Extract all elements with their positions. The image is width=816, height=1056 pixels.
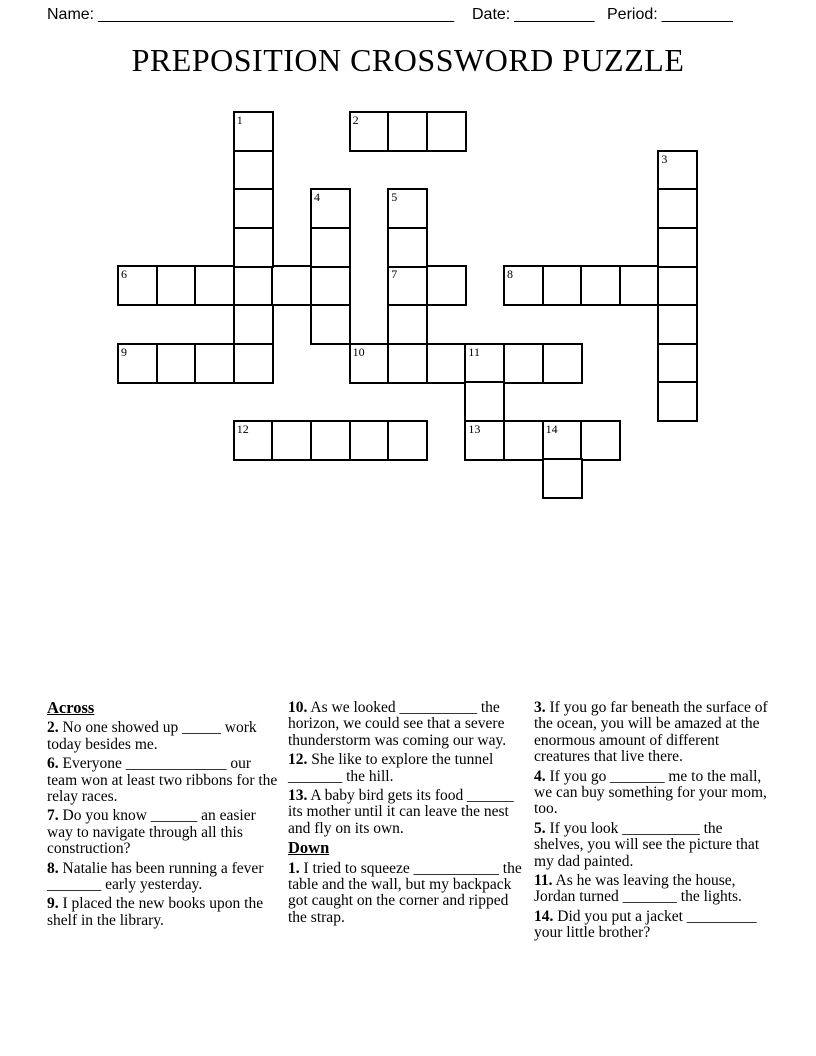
grid-cell-r3c7[interactable] bbox=[387, 227, 428, 268]
grid-cell-r4c14[interactable] bbox=[657, 265, 698, 306]
clue-number: 13. bbox=[288, 787, 308, 805]
grid-cell-r6c8[interactable] bbox=[426, 343, 467, 384]
date-field bbox=[472, 6, 594, 24]
grid-cell-r0c3[interactable] bbox=[233, 111, 274, 152]
grid-cell-r1c3[interactable] bbox=[233, 150, 274, 191]
grid-cell-r2c3[interactable] bbox=[233, 188, 274, 229]
clue-number: 14. bbox=[534, 907, 554, 925]
clue-14: 14. Did you put a jacket _________ your little brother? bbox=[534, 907, 757, 942]
grid-cell-r8c12[interactable] bbox=[580, 420, 621, 461]
clue-4: 4. If you go _______ me to the mall, we can buy something for your mom, too. bbox=[534, 767, 767, 818]
grid-cell-r6c6[interactable] bbox=[349, 343, 390, 384]
period-blank-line[interactable]: ________ bbox=[661, 6, 733, 23]
clue-number: 11. bbox=[534, 872, 553, 890]
clue-12: 12. She like to explore the tunnel _______ the hill. bbox=[288, 751, 494, 785]
clue-1: 1. I tried to squeeze ___________ the table and the wall, but my backpack got caught on the corner and ripped the strap. bbox=[288, 859, 522, 926]
grid-cell-r0c8[interactable] bbox=[426, 111, 467, 152]
clue-5: 5. If you look __________ the shelves, you will see the picture that my dad painted. bbox=[534, 819, 760, 870]
cell-number: 12 bbox=[236, 421, 249, 436]
grid-cell-r6c10[interactable] bbox=[503, 343, 544, 384]
page-title: PREPOSITION CROSSWORD PUZZLE bbox=[131, 42, 685, 78]
clue-number: 3. bbox=[534, 699, 546, 716]
cell-number: 5 bbox=[391, 190, 398, 205]
date-label: Date: bbox=[472, 6, 511, 23]
clue-number: 4. bbox=[534, 767, 546, 785]
clue-column-1 bbox=[47, 700, 283, 932]
grid-cell-r8c7[interactable] bbox=[387, 420, 428, 461]
clue-13: 13. A baby bird gets its food ______ its mother until it can leave the nest and fly on its own. bbox=[288, 787, 514, 837]
grid-cell-r6c0[interactable] bbox=[117, 343, 158, 384]
grid-cell-r1c14[interactable] bbox=[657, 150, 698, 191]
grid-cell-r2c14[interactable] bbox=[657, 188, 698, 229]
grid-cell-r3c5[interactable] bbox=[310, 227, 351, 268]
cell-number: 3 bbox=[661, 151, 668, 166]
clue-11: 11. As he was leaving the house, Jordan turned _______ the lights. bbox=[534, 872, 742, 906]
grid-cell-r4c1[interactable] bbox=[156, 265, 197, 306]
cell-number: 8 bbox=[507, 267, 513, 282]
cell-number: 9 bbox=[121, 344, 127, 359]
grid-cell-r8c5[interactable] bbox=[310, 420, 351, 461]
grid-cell-r4c5[interactable] bbox=[310, 265, 351, 306]
grid-cell-r4c8[interactable] bbox=[426, 265, 467, 306]
clue-number: 5. bbox=[534, 819, 546, 837]
clue-number: 12. bbox=[288, 751, 308, 769]
grid-cell-r8c4[interactable] bbox=[271, 420, 312, 461]
clue-number: 9. bbox=[47, 895, 59, 913]
name-label: Name: bbox=[47, 6, 95, 23]
cell-number: 14 bbox=[545, 421, 558, 436]
grid-cell-r6c3[interactable] bbox=[233, 343, 274, 384]
clue-10: 10. As we looked __________ the horizon, we could see that a severe thunderstorm was coming our way. bbox=[288, 699, 507, 749]
period-field bbox=[607, 6, 733, 24]
grid-cell-r2c7[interactable] bbox=[387, 188, 428, 229]
down-heading: Down bbox=[288, 838, 330, 858]
grid-cell-r4c7[interactable] bbox=[387, 265, 428, 306]
clue-9: 9. I placed the new books upon the shelf in the library. bbox=[47, 895, 264, 929]
grid-cell-r6c14[interactable] bbox=[657, 343, 698, 384]
clue-number: 7. bbox=[47, 807, 59, 825]
grid-cell-r2c5[interactable] bbox=[310, 188, 351, 229]
grid-cell-r7c9[interactable] bbox=[464, 381, 505, 422]
grid-cell-r4c0[interactable] bbox=[117, 265, 158, 306]
crossword-grid bbox=[117, 111, 699, 500]
grid-cell-r6c9[interactable] bbox=[464, 343, 505, 384]
clue-3: 3. If you go far beneath the surface of the ocean, you will be amazed at the enormous amount of different creatures that live there. bbox=[534, 699, 768, 766]
grid-cell-r4c11[interactable] bbox=[542, 265, 583, 306]
grid-cell-r6c2[interactable] bbox=[194, 343, 235, 384]
grid-cell-r5c3[interactable] bbox=[233, 304, 274, 345]
clue-number: 2. bbox=[47, 719, 59, 737]
cell-number: 6 bbox=[121, 267, 127, 282]
grid-cell-r6c7[interactable] bbox=[387, 343, 428, 384]
grid-cell-r3c3[interactable] bbox=[233, 227, 274, 268]
clue-column-3 bbox=[534, 700, 772, 945]
grid-cell-r6c1[interactable] bbox=[156, 343, 197, 384]
clue-number: 8. bbox=[47, 859, 59, 877]
cell-number: 11 bbox=[468, 344, 480, 359]
grid-cell-r8c6[interactable] bbox=[349, 420, 390, 461]
clue-number: 1. bbox=[288, 859, 300, 877]
grid-cell-r4c10[interactable] bbox=[503, 265, 544, 306]
clue-6: 6. Everyone _____________ our team won at least two ribbons for the relay races. bbox=[47, 755, 278, 806]
grid-cell-r4c4[interactable] bbox=[271, 265, 312, 306]
grid-cell-r8c11[interactable] bbox=[542, 420, 583, 461]
clue-column-2 bbox=[288, 700, 526, 929]
worksheet-header bbox=[0, 6, 816, 30]
grid-cell-r3c14[interactable] bbox=[657, 227, 698, 268]
date-blank-line[interactable]: _________ bbox=[514, 6, 595, 23]
grid-cell-r4c2[interactable] bbox=[194, 265, 235, 306]
grid-cell-r5c14[interactable] bbox=[657, 304, 698, 345]
cell-number: 1 bbox=[236, 113, 243, 127]
clue-2: 2. No one showed up _____ work today besides me. bbox=[47, 719, 257, 753]
clue-7: 7. Do you know ______ an easier way to navigate through all this construction? bbox=[47, 807, 256, 858]
grid-cell-r5c5[interactable] bbox=[310, 304, 351, 345]
name-field bbox=[47, 6, 454, 24]
grid-cell-r4c12[interactable] bbox=[580, 265, 621, 306]
cell-number: 13 bbox=[468, 421, 481, 436]
clue-8: 8. Natalie has been running a fever _______ early yesterday. bbox=[47, 859, 264, 894]
cell-number: 7 bbox=[391, 267, 398, 282]
clue-number: 10. bbox=[288, 699, 308, 716]
grid-cell-r4c3[interactable] bbox=[233, 265, 274, 306]
grid-cell-r7c14[interactable] bbox=[657, 381, 698, 422]
across-heading: Across bbox=[47, 698, 95, 717]
grid-cell-r8c3[interactable] bbox=[233, 420, 274, 461]
grid-cell-r5c7[interactable] bbox=[387, 304, 428, 345]
cell-number: 2 bbox=[352, 113, 359, 127]
grid-cell-r4c13[interactable] bbox=[619, 265, 660, 306]
grid-cell-r6c11[interactable] bbox=[542, 343, 583, 384]
grid-cell-r0c6[interactable] bbox=[349, 111, 390, 152]
period-label: Period: bbox=[607, 6, 658, 23]
name-blank-line[interactable]: ________________________________________ bbox=[98, 6, 455, 23]
grid-cell-r8c9[interactable] bbox=[464, 420, 505, 461]
clue-number: 6. bbox=[47, 755, 59, 773]
grid-cell-r9c11[interactable] bbox=[542, 458, 583, 499]
grid-cell-r8c10[interactable] bbox=[503, 420, 544, 461]
cell-number: 10 bbox=[352, 344, 365, 359]
grid-cell-r0c7[interactable] bbox=[387, 111, 428, 152]
cell-number: 4 bbox=[314, 190, 320, 205]
